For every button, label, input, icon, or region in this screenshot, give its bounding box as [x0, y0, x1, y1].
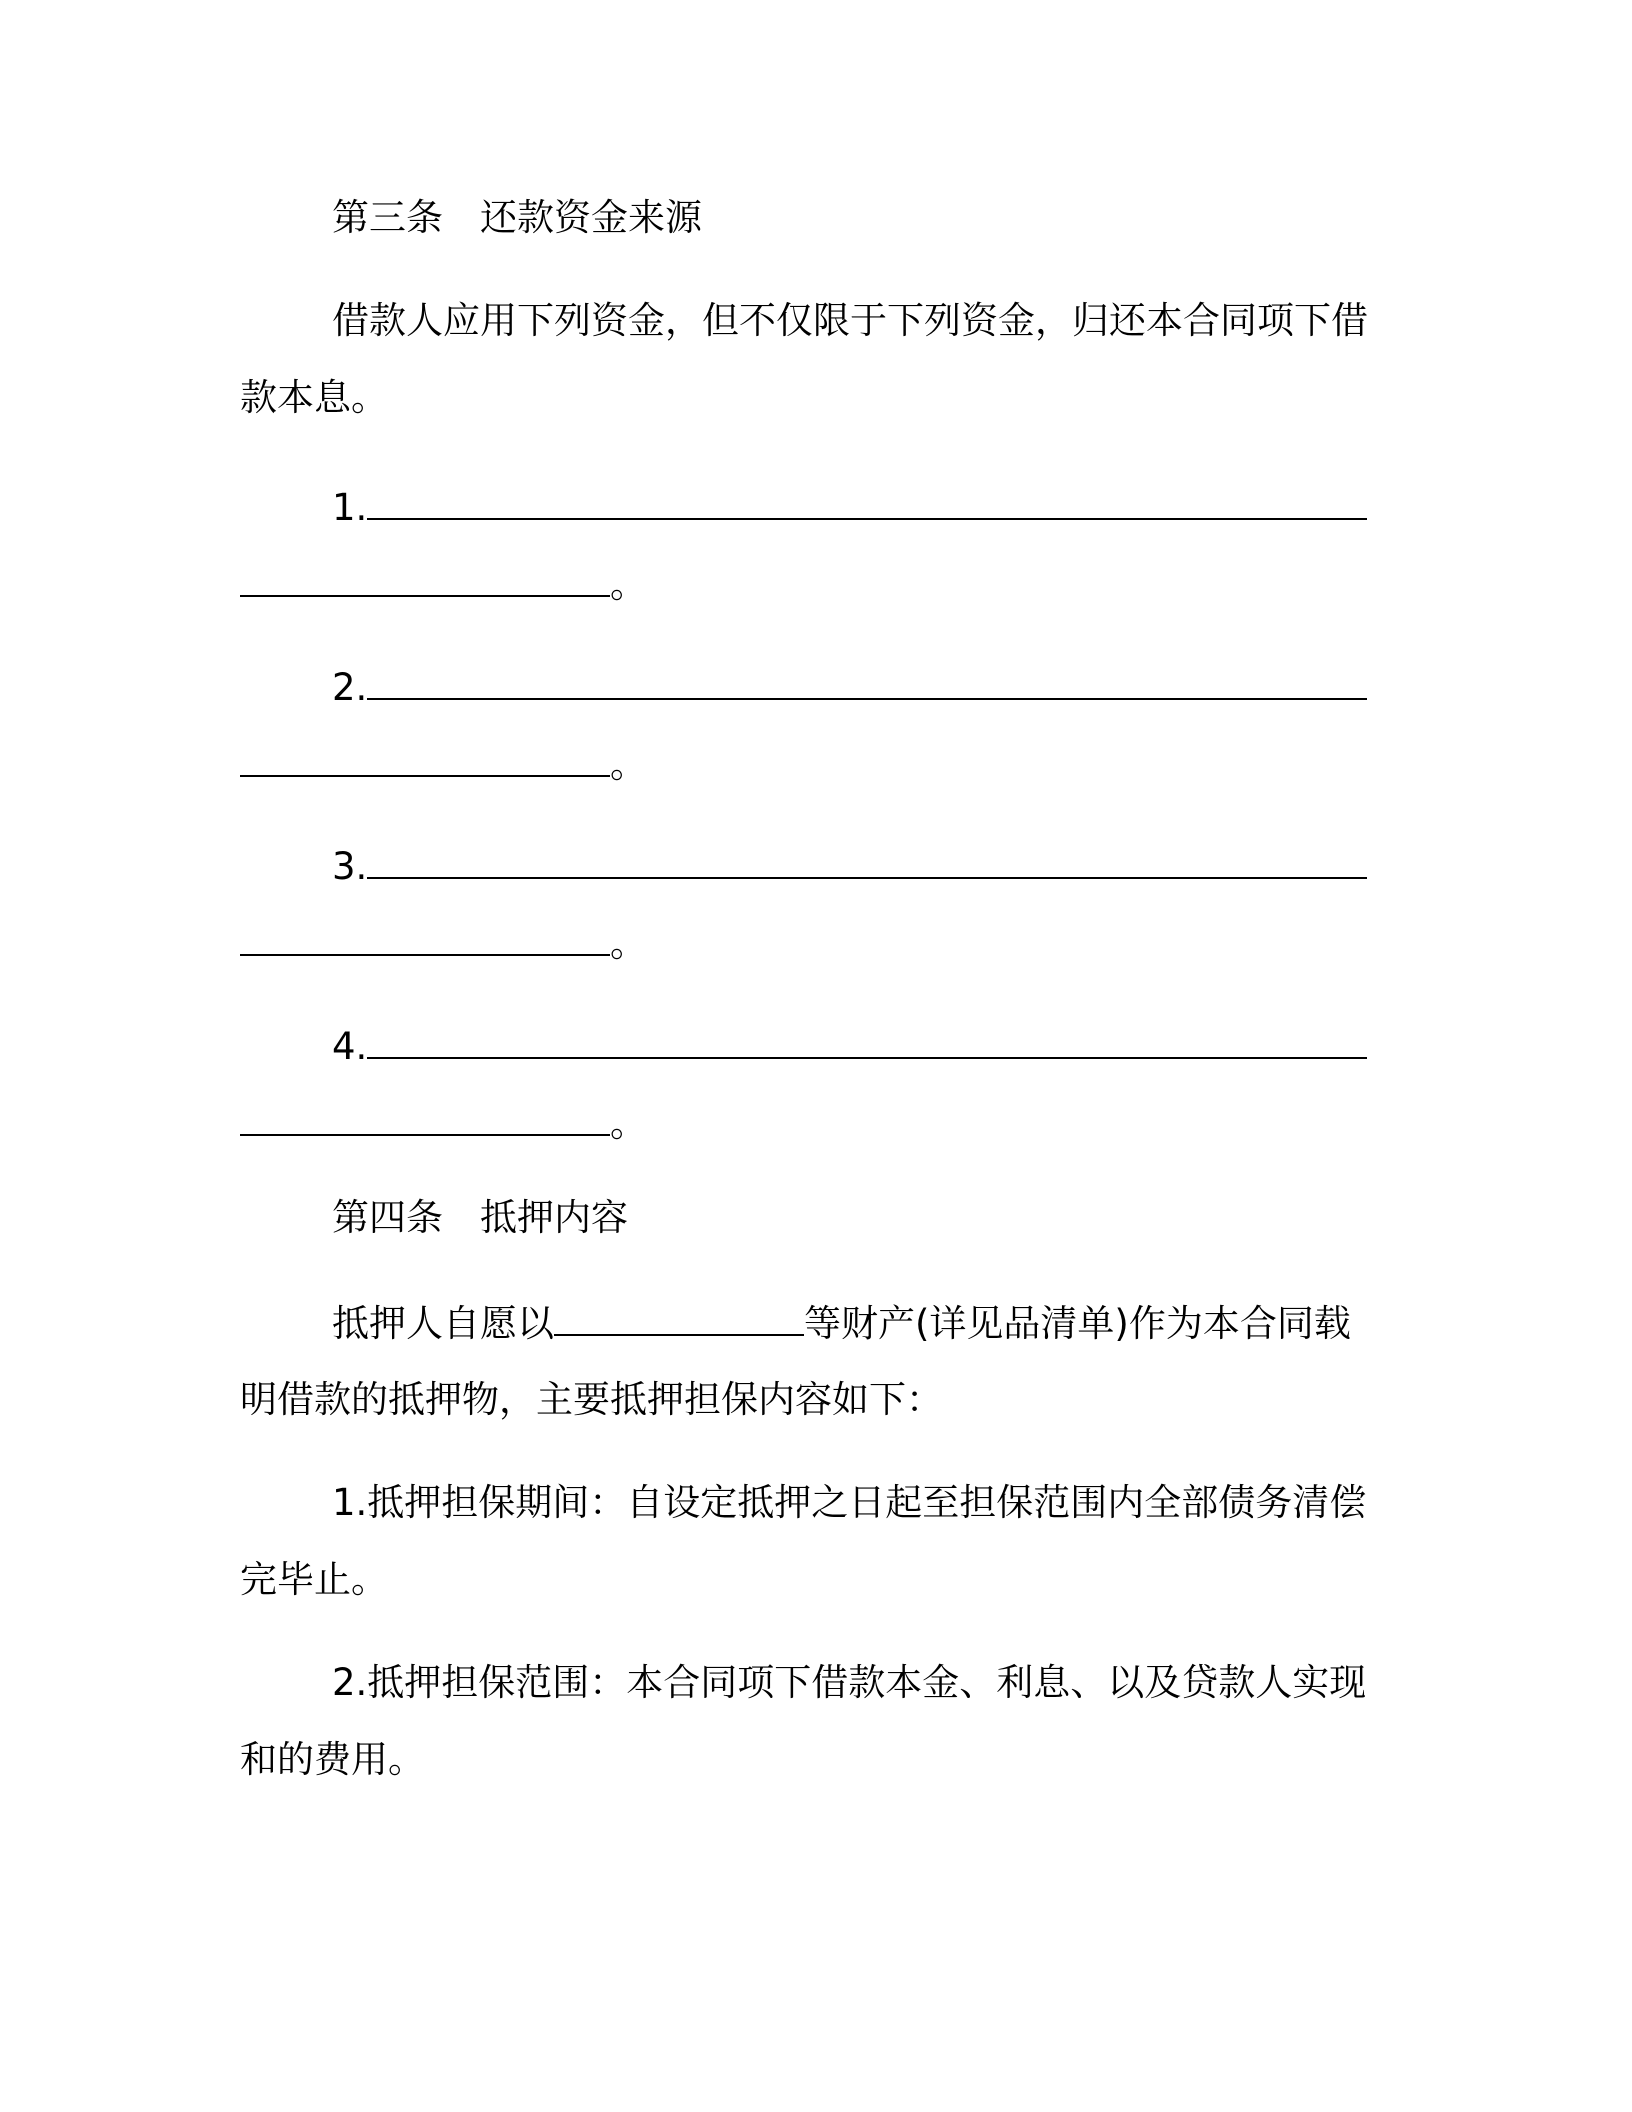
repayment-item-3-continuation: [240, 920, 647, 967]
article-3-paragraph-line-2: 款本息。: [240, 376, 388, 419]
repayment-item-1-continuation: [240, 561, 647, 608]
fill-in-blank[interactable]: [367, 484, 1367, 520]
repayment-item-2-continuation: [240, 741, 647, 788]
pledge-term-line-1: 1.抵押担保期间：自设定抵押之日起至担保范围内全部债务清偿: [332, 1481, 1367, 1524]
article-4-paragraph-line-2: 明借款的抵押物，主要抵押担保内容如下：: [240, 1378, 943, 1421]
fill-in-blank[interactable]: [367, 843, 1367, 879]
paragraph-text: 抵押人自愿以: [332, 1302, 554, 1345]
fill-in-blank[interactable]: [240, 920, 610, 956]
pledge-term-line-2: 完毕止。: [240, 1558, 388, 1601]
article-4-heading: 第四条 抵押内容: [332, 1196, 628, 1239]
item-end-mark: 。: [610, 922, 647, 965]
repayment-item-3: [332, 843, 1367, 890]
article-3-heading: 第三条 还款资金来源: [332, 196, 702, 239]
article-3-paragraph-line-1: 借款人应用下列资金，但不仅限于下列资金，归还本合同项下借: [332, 299, 1368, 342]
item-end-mark: 。: [610, 743, 647, 786]
fill-in-blank[interactable]: [240, 1100, 610, 1136]
pledge-scope-line-1: 2.抵押担保范围：本合同项下借款本金、利息、以及贷款人实现: [332, 1661, 1367, 1704]
fill-in-blank[interactable]: [367, 1023, 1367, 1059]
item-number: 4.: [332, 1025, 368, 1068]
item-number: 3.: [332, 845, 368, 888]
item-number: 2.: [332, 666, 368, 709]
paragraph-text: 等财产(详见品清单)作为本合同载: [804, 1302, 1351, 1345]
collateral-blank[interactable]: [554, 1300, 804, 1336]
item-end-mark: 。: [610, 563, 647, 606]
repayment-item-1: [332, 484, 1367, 531]
repayment-item-4-continuation: [240, 1100, 647, 1147]
item-end-mark: 。: [610, 1102, 647, 1145]
fill-in-blank[interactable]: [240, 741, 610, 777]
item-number: 1.: [332, 486, 368, 529]
fill-in-blank[interactable]: [367, 664, 1367, 700]
repayment-item-4: [332, 1023, 1367, 1070]
repayment-item-2: [332, 664, 1367, 711]
article-4-paragraph-line-1: [332, 1300, 1351, 1347]
fill-in-blank[interactable]: [240, 561, 610, 597]
pledge-scope-line-2: 和的费用。: [240, 1738, 425, 1781]
